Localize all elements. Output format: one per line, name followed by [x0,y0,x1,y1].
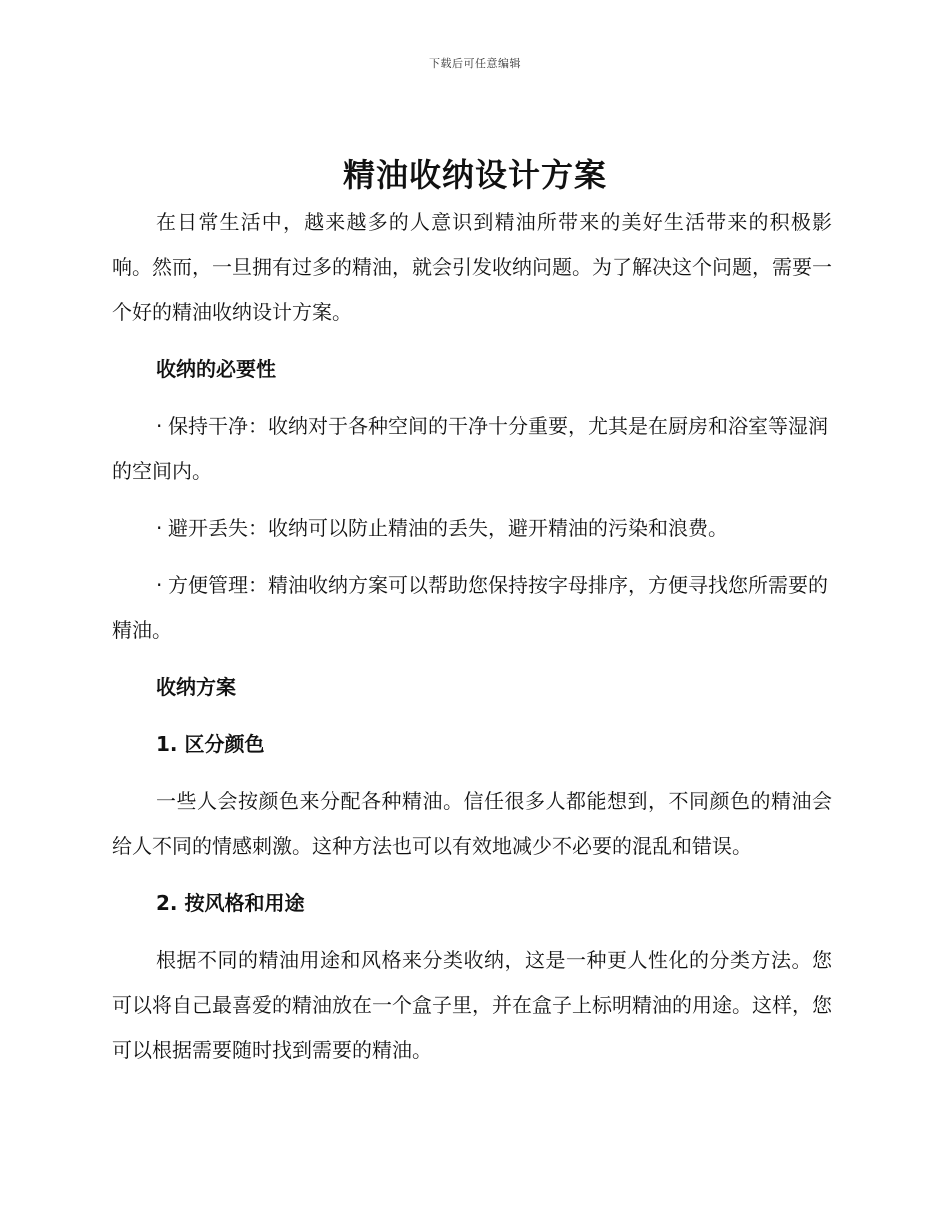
subheading-style-purpose: 2. 按风格和用途 [156,891,305,915]
bullet-text: 方便管理：精油收纳方案可以帮助您保持按字母排序，方便寻找您所需要的精油。 [112,573,828,642]
bullet-dot: · [156,573,163,597]
subheading-color: 1. 区分颜色 [156,732,265,756]
document-title: 精油收纳设计方案 [342,156,607,194]
paragraph-style-purpose: 根据不同的精油用途和风格来分类收纳，这是一种更人性化的分类方法。您可以将自己最喜爱的精油放在一个盒子里，并在盒子上标明精油的用途。这样，您可以根据需要随时找到需要的精油。 [112,948,832,1062]
paragraph-color: 一些人会按颜色来分配各种精油。信任很多人都能想到，不同颜色的精油会给人不同的情感刺激。这种方法也可以有效地减少不必要的混乱和错误。 [112,789,832,858]
intro-paragraph: 在日常生活中，越来越多的人意识到精油所带来的美好生活带来的积极影响。然而，一旦拥有过多的精油，就会引发收纳问题。为了解决这个问题，需要一个好的精油收纳设计方案。 [112,210,832,324]
document-body [112,200,832,1085]
bullet-item [112,404,832,494]
header-note: 下载后可任意编辑 [429,57,521,70]
bullet-item [112,563,832,653]
section-heading-solution: 收纳方案 [156,675,236,699]
bullet-dot: · [156,516,163,540]
bullet-dot: · [156,414,163,438]
bullet-text: 避开丢失：收纳可以防止精油的丢失，避开精油的污染和浪费。 [168,516,728,540]
bullet-text: 保持干净：收纳对于各种空间的干净十分重要，尤其是在厨房和浴室等湿润的空间内。 [112,414,828,483]
bullet-item [112,506,832,551]
section-heading-necessity: 收纳的必要性 [156,357,276,381]
